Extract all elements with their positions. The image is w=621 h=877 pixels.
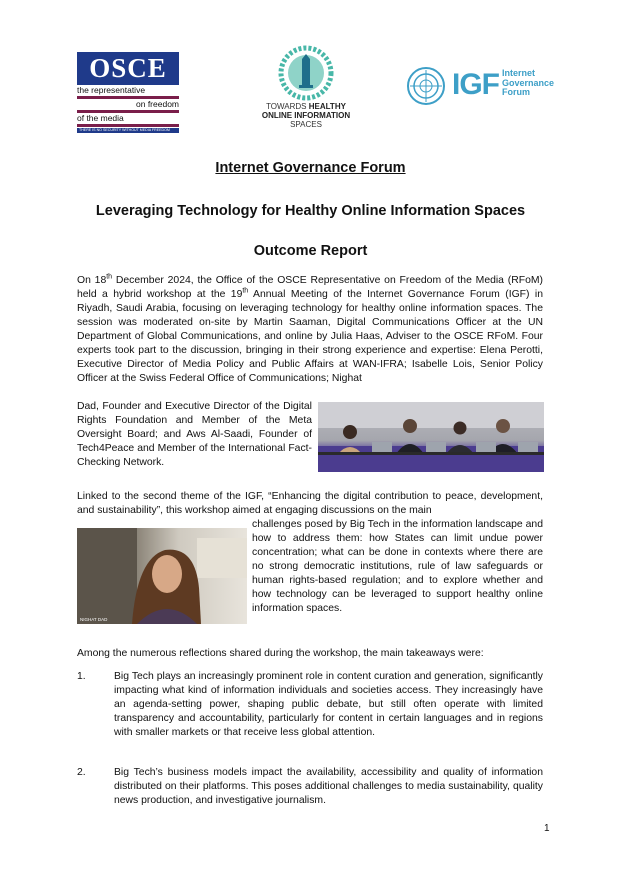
speaker-photo <box>77 528 247 624</box>
heading-forum: Internet Governance Forum <box>215 160 406 176</box>
paragraph-theme-continued: challenges posed by Big Tech in the information landscape and how to address them: how States can limit undue power concentration; what can be done in contexts where there are no strong democratic institutions, rule of law safeguards or human rights-based regulation; and to explore whether and how technology can be leveraged to support healthy online information spaces. <box>252 519 543 614</box>
thois-emblem-icon <box>277 44 335 102</box>
list-number: 2. <box>77 767 86 778</box>
list-number: 1. <box>77 671 86 682</box>
osce-tagline: THERE IS NO SECURITY WITHOUT MEDIA FREEDOM <box>77 128 179 133</box>
thois-logo <box>250 44 362 134</box>
osce-rfom-logo <box>77 52 179 132</box>
igf-line1: Internet <box>502 68 536 78</box>
paragraph-takeaways-intro: Among the numerous reflections shared during the workshop, the main takeaways were: <box>77 648 484 659</box>
heading-report: Outcome Report <box>253 243 368 259</box>
paragraph-theme: Linked to the second theme of the IGF, “Enhancing the digital contribution to peace, development, and sustainability”, this workshop aimed at engaging discussions on the main <box>77 491 543 516</box>
list-text: Big Tech’s business models impact the availability, accessibility and quality of information distributed on their platforms. This poses additional challenges to media sustainability, quality news production, and investigative journalism. <box>114 767 543 806</box>
workshop-panel-photo <box>318 402 544 472</box>
list-item <box>77 766 543 812</box>
igf-logo <box>406 66 566 106</box>
thois-line2: ONLINE INFORMATION <box>261 111 351 120</box>
thois-line3: SPACES <box>290 120 322 129</box>
speaker-caption: NIGHAT DAD <box>80 617 108 622</box>
igf-line3: Forum <box>502 87 530 97</box>
list-text: Big Tech plays an increasingly prominent role in content curation and generation, significantly impacting what kind of information individuals and societies access. They increasingly have an agenda-setting power, shaping public debate, but still often operate with limited transparency and accountability, particularly for content in certain languages and in regions with smaller markets or that receive less global attention. <box>114 671 543 738</box>
page-number: 1 <box>544 823 550 834</box>
list-item <box>77 670 543 760</box>
paragraph-intro-continued: Dad, Founder and Executive Director of the Digital Rights Foundation and Member of the Meta Oversight Board; and Aws Al-Saadi, Founder of Tech4Peace and Member of the International Fact-Checking Network. <box>77 401 312 468</box>
paragraph-intro: On 18th December 2024, the Office of the OSCE Representative on Freedom of the Media (RFoM) held a hybrid workshop at the 19th Annual Meeting of the Internet Governance Forum (IGF) in Riyadh, Saudi Arabia, focusing on leveraging technology for healthy online information spaces. The session was moderated on-site by Martin Saaman, Digital Communications Officer at the UN Department of Global Communications, and online by Julia Haas, Adviser to the OSCE RFoM. Four experts took part to the discussion, bringing in their strong experience and expertise: Elena Perotti, Executive Director of Media Policy and Public Affairs at WAN-IFRA; Isabelle Lois, Senior Policy Officer at the Swiss Federal Office of Communications; Nighat <box>77 273 543 384</box>
igf-acronym: IGF <box>452 68 499 101</box>
osce-acronym: OSCE <box>77 52 179 85</box>
osce-line1: the representative <box>77 85 146 95</box>
un-emblem-icon <box>406 66 446 106</box>
thois-line1: TOWARDS <box>266 102 307 111</box>
osce-line3: of the media <box>77 113 124 123</box>
igf-line2: Governance <box>502 77 555 88</box>
thois-line1-bold: HEALTHY <box>308 102 346 111</box>
osce-line2: on freedom <box>136 99 179 109</box>
heading-title: Leveraging Technology for Healthy Online Information Spaces <box>95 203 526 219</box>
